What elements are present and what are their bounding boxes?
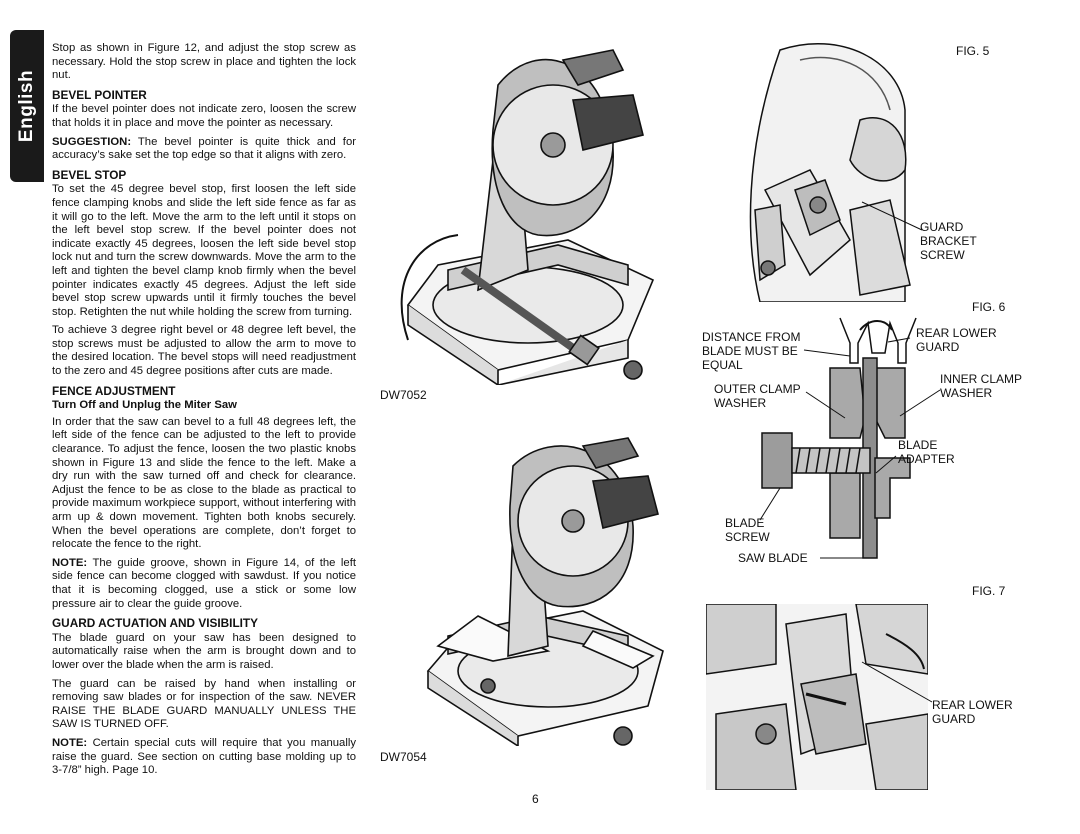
fig6-rear-lower-guard-label: REAR LOWER GUARD xyxy=(916,326,997,354)
language-tab xyxy=(10,30,44,182)
caption-dw7054: DW7054 xyxy=(380,750,427,764)
caption-dw7052: DW7052 xyxy=(380,388,427,402)
fence-note-label: NOTE: xyxy=(52,556,88,569)
text-column xyxy=(52,42,356,783)
language-tab-label: English xyxy=(16,69,37,143)
suggestion-text: The bevel pointer is quite thick and for accuracy’s sake set the top edge so that it aligns with zero. xyxy=(52,135,356,162)
fence-adjustment-heading: FENCE ADJUSTMENT xyxy=(52,383,176,398)
guard-paragraph-2: The guard can be raised by hand when installing or removing saw blades or for inspection of the saw. NEVER RAISE THE BLADE GUARD MANUALLY UNLESS THE SAW IS TURNED OFF. xyxy=(52,677,356,731)
guard-note-label: NOTE: xyxy=(52,736,88,749)
guard-note-paragraph xyxy=(52,737,356,778)
miter-saw-dw7052-illustration xyxy=(378,40,668,385)
fig6-blade-adapter-label: BLADE ADAPTER xyxy=(898,438,955,466)
guard-heading: GUARD ACTUATION AND VISIBILITY xyxy=(52,616,259,631)
suggestion-paragraph xyxy=(52,136,356,163)
bevel-pointer-heading: BEVEL POINTER xyxy=(52,87,147,102)
fig7-label: FIG. 7 xyxy=(972,584,1006,598)
fence-adjustment-subheading: Turn Off and Unplug the Miter Saw xyxy=(52,399,237,412)
bevel-stop-paragraph-1: To set the 45 degree bevel stop, first loosen the left side fence clamping knobs and slide the left side fence as far as it will go to the left. Move the arm to the left until it stops on the left bevel stop screw. If the bevel pointer does not indicate exactly 45 degrees, loosen the left side bevel stop lock nut and turn the screw downwards. Move the arm to the left and tighten the bevel clamp knob firmly when the bevel pointer indicates exactly 45 degrees. Adjust the left side bevel stop screw upwards until it firmly touches the bevel stop. Retighten the nut while holding the screw from turning. xyxy=(52,183,356,318)
fence-note-text: The guide groove, shown in Figure 14, of the left side fence can become clogged with sawdust. If you notice that it is becoming clogged, use a stick or some low pressure air to clear the guide groove. xyxy=(52,556,356,610)
page-number: 6 xyxy=(532,792,539,806)
fence-adjustment-paragraph: In order that the saw can bevel to a full 48 degrees left, the left side of the fence can be adjusted to the left to provide clearance. To adjust the fence, loosen the two plastic knobs shown in Figure 13 and slide the fence to the left. Make a dry run with the saw turned off and check for clearance. Adjust the fence to be as close to the blade as practical to provide maximum workpiece support, without interfering with arm up & down movement. Tighten both knobs securely. When the bevel operations are complete, don’t forget to relocate the fence to the right. xyxy=(52,415,356,551)
fig5-photo-illustration xyxy=(740,40,912,302)
fig6-outer-clamp-washer-label: OUTER CLAMP WASHER xyxy=(714,382,801,410)
fig5-guard-bracket-screw-label: GUARD BRACKET SCREW xyxy=(920,220,977,262)
guard-paragraph-1: The blade guard on your saw has been designed to automatically raise when the arm is brought down and to lower over the blade when the arm is raised. xyxy=(52,631,356,671)
intro-paragraph: Stop as shown in Figure 12, and adjust the stop screw as necessary. Hold the stop screw in place and tighten the lock nut. xyxy=(52,42,356,82)
bevel-stop-paragraph-2: To achieve 3 degree right bevel or 48 degree left bevel, the stop screws must be adjusted to allow the arm to move to the desired location. The bevel stops will need readjustment to the zero and 45 degree positions after cuts are made. xyxy=(52,324,356,378)
miter-saw-dw7054-illustration xyxy=(418,436,668,746)
fence-note-paragraph xyxy=(52,557,356,611)
guard-note-text: Certain special cuts will require that you manually raise the guard. See section on cutting base molding up to 3-7/8” high. Page 10. xyxy=(52,736,356,777)
bevel-stop-heading: BEVEL STOP xyxy=(52,167,127,182)
fig7-rear-lower-guard-label: REAR LOWER GUARD xyxy=(932,698,1013,726)
suggestion-label: SUGGESTION: xyxy=(52,135,132,148)
fig6-saw-blade-label: SAW BLADE xyxy=(738,551,808,565)
fig7-callout-line xyxy=(860,660,940,710)
fig6-blade-screw-label: BLADE SCREW xyxy=(725,516,770,544)
fig6-label: FIG. 6 xyxy=(972,300,1006,314)
fig5-label: FIG. 5 xyxy=(956,44,990,58)
bevel-pointer-paragraph: If the bevel pointer does not indicate zero, loosen the screw that holds it in place and move the pointer as necessary. xyxy=(52,103,356,129)
fig6-distance-label: DISTANCE FROM BLADE MUST BE EQUAL xyxy=(702,330,801,372)
fig6-inner-clamp-washer-label: INNER CLAMP WASHER xyxy=(940,372,1023,400)
